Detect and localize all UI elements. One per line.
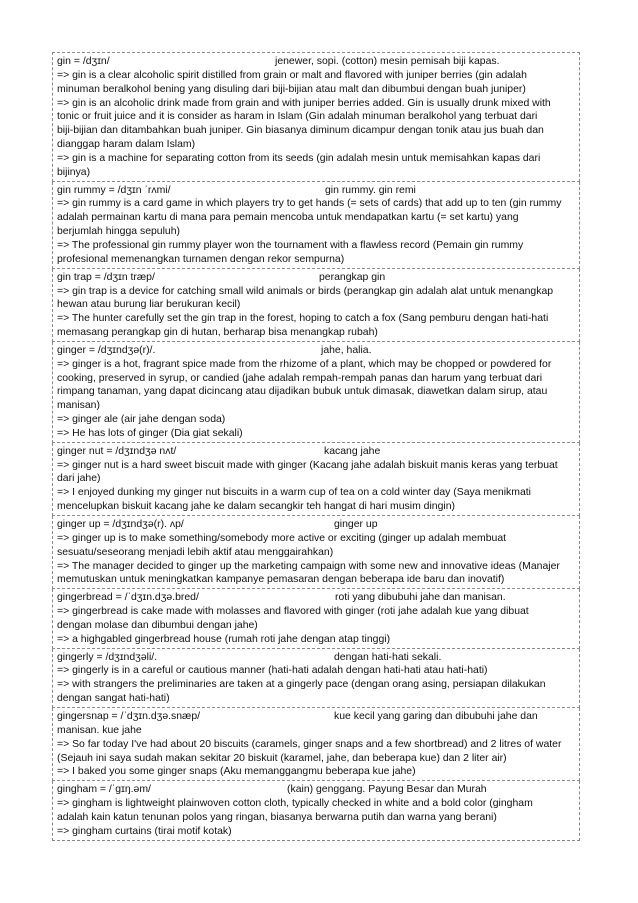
entry-text-line: sesuatu/seseorang menjadi lebih aktif atau menggairahkan) (57, 546, 334, 558)
entry-text-line: => ginger nut is a hard sweet biscuit made with ginger (Kacang jahe adalah biskuit manis keras yang terbuat (57, 459, 558, 471)
entry-text-line: => gingham curtains (tirai motif kotak) (57, 825, 232, 837)
entry-text-line: => gin trap is a device for catching small wild animals or birds (perangkap gin adalah alat untuk menangkap (57, 285, 554, 297)
dictionary-entry (52, 589, 580, 648)
entry-headword: gingerly = /dʒɪndʒəli/. (57, 651, 158, 663)
entry-text-line: mencelupkan biskuit kacang jahe ke dalam secangkir teh hangat di hari musim dingin) (57, 501, 456, 513)
entry-text-line: => gin is an alcoholic drink made from grain and with juniper berries added. Gin is usually drunk mixed with (57, 97, 551, 109)
entry-headword: gingham = /ˈɡɪŋ.əm/ (57, 784, 151, 796)
entry-translation: jahe, halia. (321, 344, 372, 356)
entry-header (57, 445, 576, 459)
entry-text-line: => ginger ale (air jahe dengan soda) (57, 414, 226, 426)
entry-headword: gin = /dʒɪn/ (57, 56, 110, 67)
entry-text-line: => gin is a machine for separating cotton from its seeds (gin adalah mesin untuk memisahkan kapas dari (57, 152, 541, 164)
entry-text-line: berjumlah hingga sepuluh) (57, 226, 181, 238)
entry-header (57, 184, 576, 198)
entry-text-line: bijinya) (57, 166, 91, 178)
entry-header (57, 783, 576, 797)
entry-header (57, 344, 576, 358)
entry-text-line: adalah kain katun tenunan polos yang ringan, biasanya berwarna putih dan warna yang berani) (57, 811, 497, 823)
dictionary-entry (52, 182, 580, 269)
entry-header (57, 710, 576, 724)
entry-text-line: biji-bijian dan ditambahkan buah juniper. Gin biasanya diminum dicampur dengan tonik atau jus buah dan (57, 125, 544, 137)
entry-headword: ginger nut = /dʒɪndʒə nʌt/ (57, 445, 177, 457)
entry-text-line: rimpang tanaman, yang dapat dicincang atau dijadikan bubuk untuk dimasak, diawetkan dalam sirup, atau (57, 386, 548, 398)
entry-text-line: => I baked you some ginger snaps (Aku memanggangmu beberapa kue jahe) (57, 766, 416, 778)
entry-text-line: dengan molase dan dibumbui dengan jahe) (57, 619, 258, 631)
dictionary-entry (52, 269, 580, 342)
entry-text-line: tonic or fruit juice and it is consider as haram in Islam (Gin adalah minuman beralkohol yang terbuat dari (57, 111, 538, 123)
entry-text-line: => I enjoyed dunking my ginger nut biscuits in a warm cup of tea on a cold winter day (Saya menikmati (57, 487, 531, 499)
entry-headword: gin trap = /dʒɪn træp/ (57, 271, 155, 283)
entry-text-line: => The manager decided to ginger up the marketing campaign with some new and innovative ideas (Manajer (57, 560, 560, 572)
entry-translation: kue kecil yang garing dan dibubuhi jahe dan (334, 710, 538, 722)
entry-headword: ginger up = /dʒɪndʒə(r). ʌp/ (57, 519, 184, 530)
entry-header (57, 271, 576, 285)
entry-text-line: => The hunter carefully set the gin trap in the forest, hoping to catch a fox (Sang pemburu dengan hati-hati (57, 313, 549, 325)
entry-text-line: => The professional gin rummy player won the tournament with a flawless record (Pemain gin rummy (57, 239, 524, 251)
entry-text-line: manisan. kue jahe (57, 724, 142, 736)
entry-text-line: => with strangers the preliminaries are taken at a gingerly pace (dengan orang asing, persiapan dilakukan (57, 679, 546, 691)
entry-text-line: memutuskan untuk meningkatkan kampanye pemasaran dengan beberapa ide baru dan inovatif) (57, 574, 505, 586)
entry-text-line: => gingham is lightweight plainwoven cotton cloth, typically checked in white and a bold color (gingham (57, 798, 533, 810)
entry-text-line: adalah permainan kartu di mana para pemain mencoba untuk mendapatkan kartu (= set kartu) yang (57, 212, 519, 224)
entry-text-line: => gingerly is in a careful or cautious manner (hati-hati adalah dengan hati-hati atau hati-hati) (57, 665, 488, 677)
entry-text-line: dengan sangat hati-hati) (57, 693, 170, 705)
entry-translation: jenewer, sopi. (cotton) mesin pemisah biji kapas. (275, 56, 500, 67)
entry-header (57, 591, 576, 605)
dictionary-entry (52, 52, 580, 182)
entry-translation: dengan hati-hati sekali. (334, 651, 442, 663)
dictionary-page (52, 52, 580, 841)
entry-text-line: => a highgabled gingerbread house (rumah roti jahe dengan atap tinggi) (57, 633, 391, 645)
entry-text-line: memasang perangkap gin di hutan, berharap bisa menangkap rubah) (57, 327, 378, 339)
entry-headword: gingerbread = /ˈdʒɪn.dʒə.bred/ (57, 592, 199, 604)
entry-text-line: => gin rummy is a card game in which players try to get hands (= sets of cards) that add up to ten (gin rummy (57, 198, 562, 210)
entry-text-line: cooking, preserved in syrup, or candied (jahe adalah rempah-rempah panas dan harum yang terbuat dari (57, 372, 543, 384)
dictionary-entry (52, 781, 580, 840)
entry-text-line: minuman beralkohol bening yang disuling dari biji-bijian atau malt dan dibumbui dengan buah juniper) (57, 83, 526, 95)
entry-translation: perangkap gin (319, 271, 386, 283)
entry-text-line: => gin is a clear alcoholic spirit distilled from grain or malt and flavored with juniper berries (gin adalah (57, 69, 527, 81)
entry-translation: (kain) genggang. Payung Besar dan Murah (287, 784, 487, 796)
entry-text-line: => So far today I've had about 20 biscuits (caramels, ginger snaps and a few shortbread) and 2 litres of water (57, 738, 562, 750)
entry-translation: roti yang dibubuhi jahe dan manisan. (335, 592, 506, 604)
entry-translation: kacang jahe (324, 445, 381, 457)
dictionary-entry (52, 516, 580, 589)
entry-text-line: dianggap haram dalam Islam) (57, 139, 196, 151)
entry-header (57, 518, 576, 532)
entry-headword: ginger = /dʒɪndʒə(r)/. (57, 344, 156, 356)
dictionary-entry (52, 342, 580, 443)
entry-header (57, 55, 576, 69)
entry-text-line: (Sejauh ini saya sudah makan sekitar 20 biskuit (karamel, jahe, dan beberapa kue) dan 2 liter air) (57, 752, 507, 764)
entry-translation: ginger up (334, 519, 378, 530)
entry-text-line: profesional memenangkan turnamen dengan rekor sempurna) (57, 253, 345, 265)
entry-text-line: hewan atau burung liar berukuran kecil) (57, 299, 241, 311)
entry-text-line: => ginger is a hot, fragrant spice made from the rhizome of a plant, which may be chopped or powdered for (57, 358, 552, 370)
entry-text-line: => ginger up is to make something/somebody more active or exciting (ginger up adalah membuat (57, 532, 507, 544)
dictionary-entry (52, 708, 580, 781)
entry-headword: gingersnap = /ˈdʒɪn.dʒə.snæp/ (57, 710, 201, 722)
dictionary-entry (52, 649, 580, 708)
entry-text-line: => gingerbread is cake made with molasses and flavored with ginger (roti jahe adalah kue yang dibuat (57, 606, 529, 618)
entry-headword: gin rummy = /dʒɪn ˈrʌmi/ (57, 184, 171, 196)
entry-text-line: dari jahe) (57, 473, 101, 485)
entry-text-line: manisan) (57, 400, 100, 412)
entry-header (57, 651, 576, 665)
entry-text-line: => He has lots of ginger (Dia giat sekali) (57, 427, 243, 439)
entry-translation: gin rummy. gin remi (325, 184, 416, 196)
dictionary-entry (52, 443, 580, 516)
